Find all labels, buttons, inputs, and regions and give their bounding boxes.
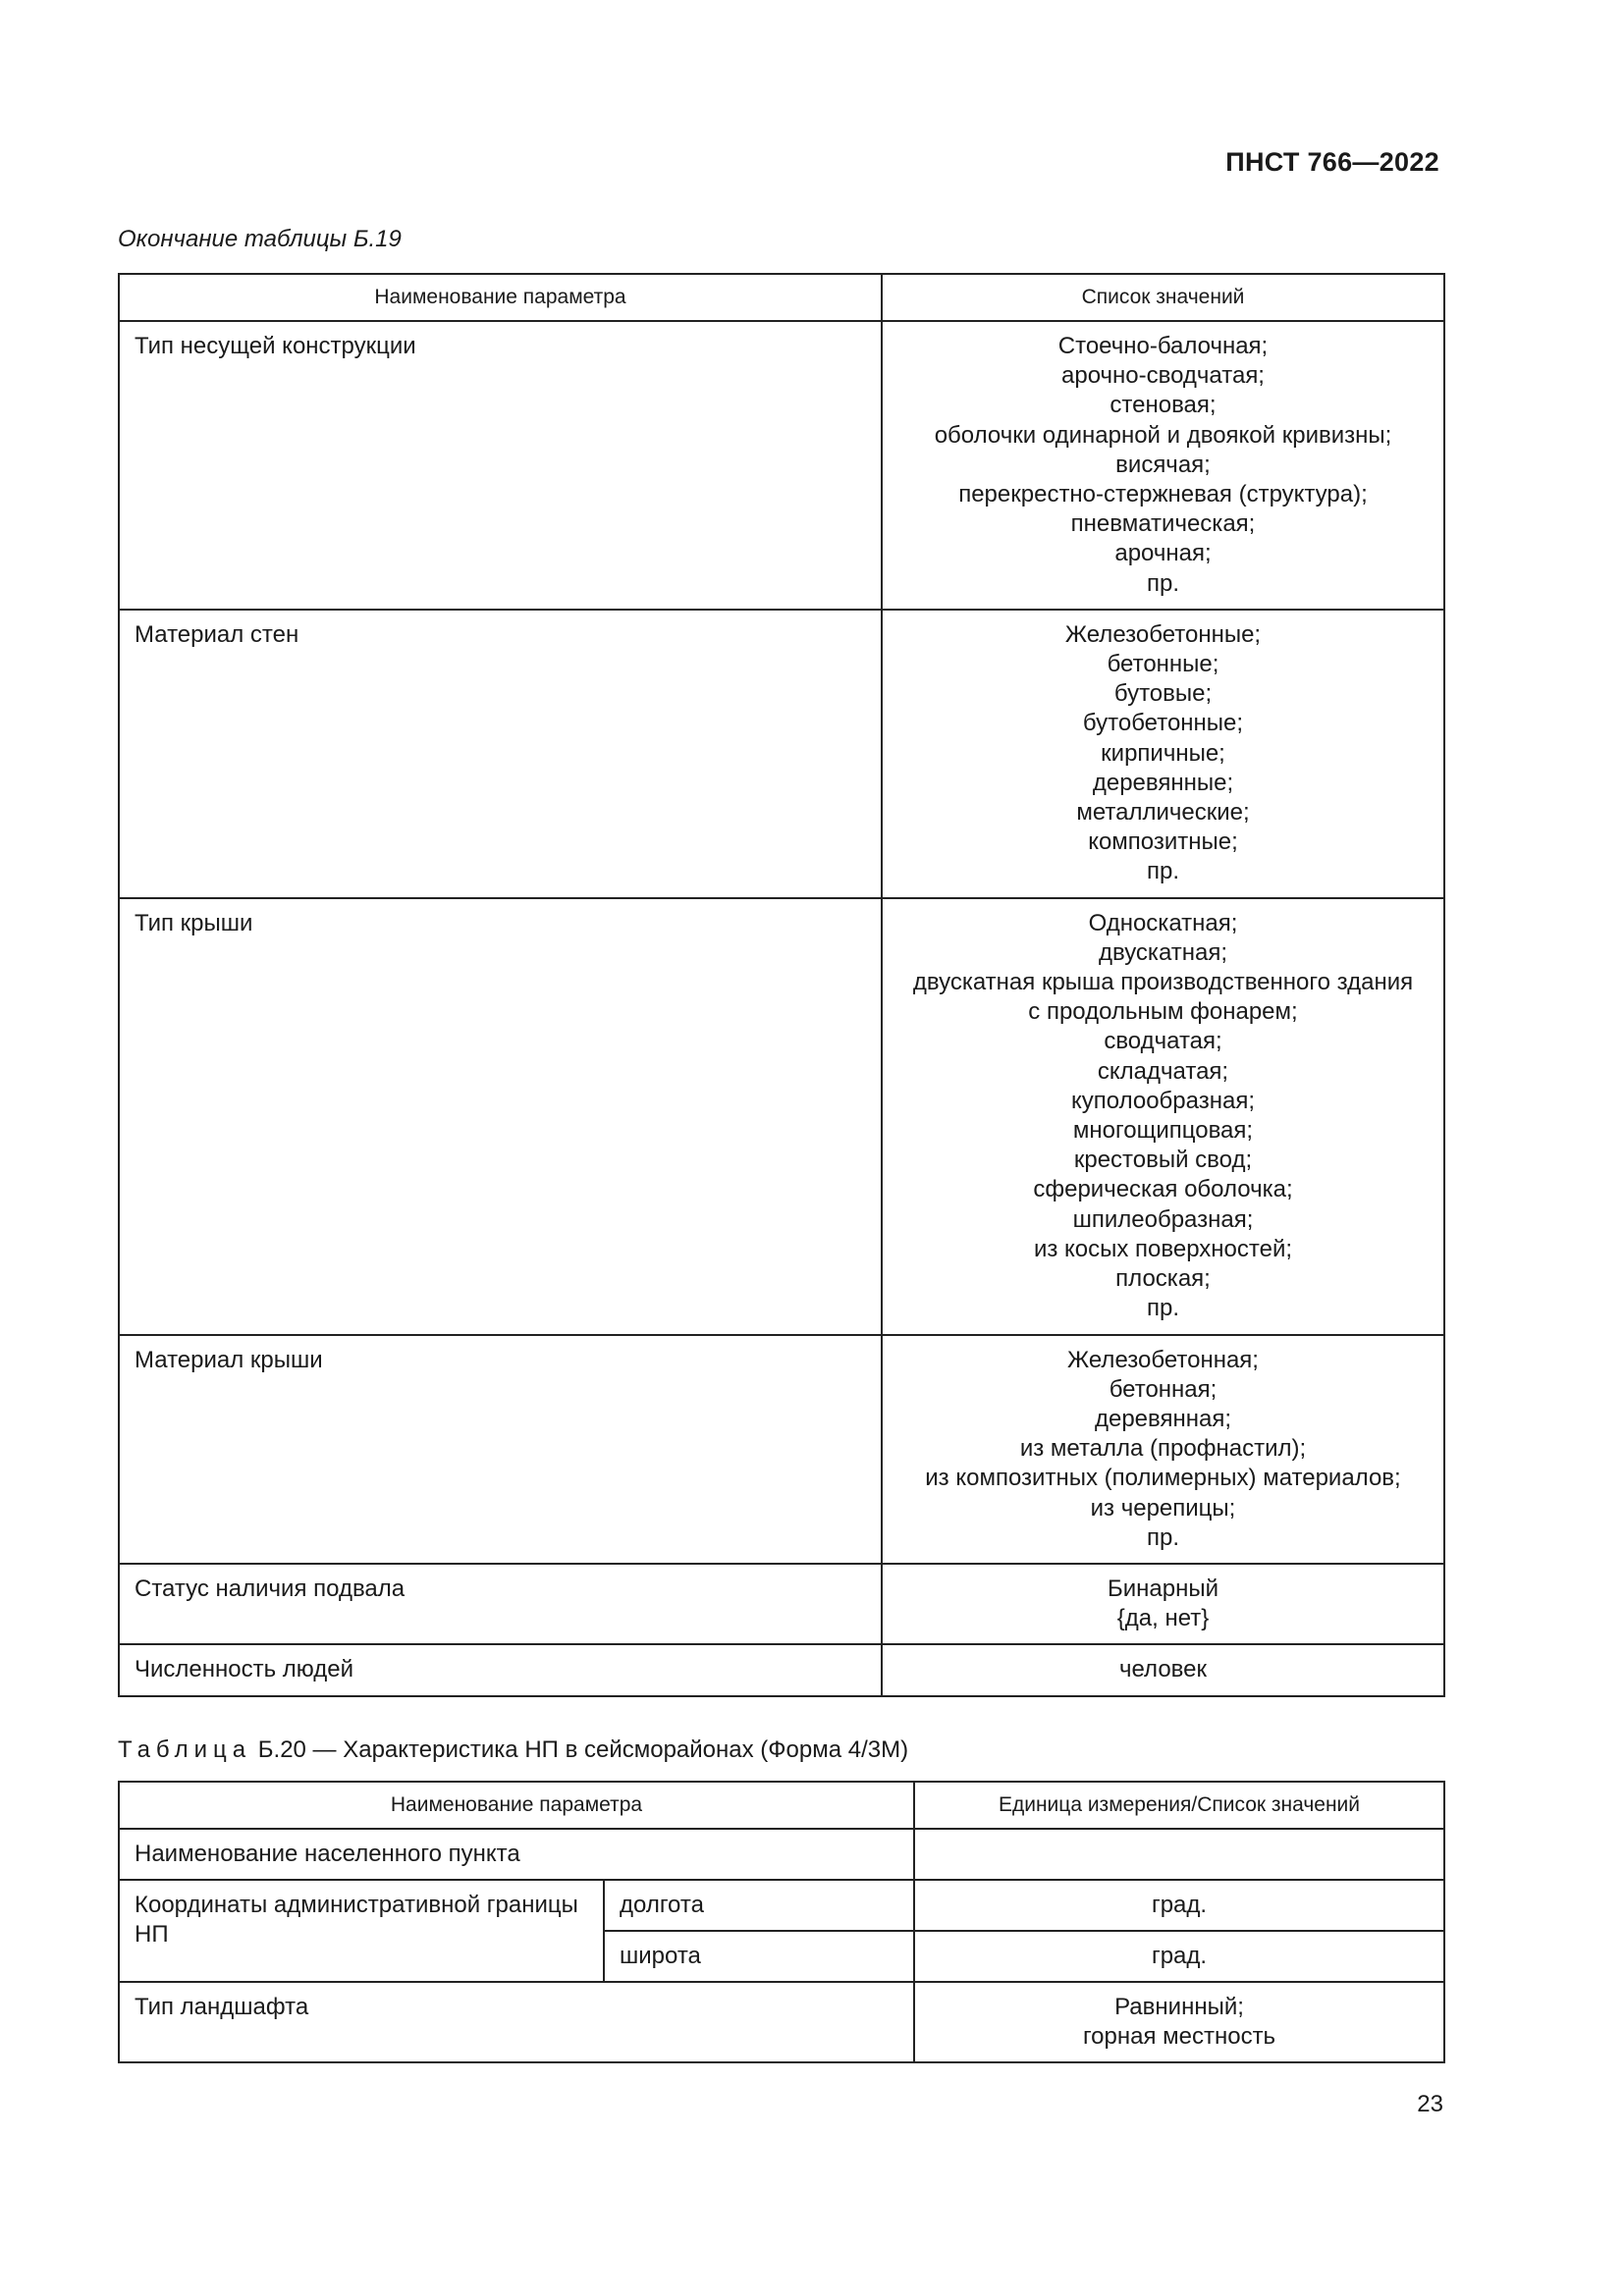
value-item: пр. [1146,569,1179,597]
value-item: перекрестно-стержневая (структура); [958,481,1368,508]
table-row [119,610,1444,898]
table-row [119,1644,1444,1695]
value-item: из косых поверхностей; [1033,1235,1293,1262]
value-item: горная местность [1082,2023,1276,2050]
value-item: стеновая; [1110,392,1217,419]
parameter-name: Статус наличия подвала [119,1564,882,1644]
value-item: сводчатая; [1104,1028,1222,1055]
table-header-row [119,1782,1444,1829]
value-item: из металла (профнастил); [1019,1435,1307,1463]
value-item: бетонные; [1107,651,1219,678]
sub-parameter-name: долгота [604,1880,914,1931]
value-item: арочно-сводчатая; [1061,362,1265,390]
table-caption-title: Б.20 — Характеристика НП в сейсморайонах (Форма 4/3М) [251,1736,909,1763]
table-row [119,1829,1444,1880]
value-list [882,321,1444,610]
value-item: висячая; [1115,451,1211,478]
value-item: Равнинный; [1114,1994,1244,2020]
parameter-name: Тип несущей конструкции [119,321,882,610]
value-item: сферическая оболочка; [1033,1176,1293,1203]
parameter-name: Материал крыши [119,1335,882,1564]
parameter-name: Тип ландшафта [119,1982,914,2062]
value-item: из черепицы; [1090,1494,1236,1522]
value-item: бетонная; [1109,1375,1218,1403]
value-item: человек [1118,1656,1207,1683]
value-item: бутовые; [1113,680,1213,708]
table-row [119,1335,1444,1564]
value-item: Стоечно-балочная; [1057,333,1269,359]
column-header-parameter: Наименование параметра [119,1782,914,1829]
value-item: арочная; [1114,540,1212,567]
value-item: двускатная; [1098,938,1228,966]
table-b19 [118,273,1445,1697]
value-cell: град. [914,1931,1444,1982]
value-item: композитные; [1088,828,1238,856]
column-header-values: Список значений [882,274,1444,321]
value-item: двускатная крыша производственного здания [912,969,1414,996]
value-item: оболочки одинарной и двоякой кривизны; [934,421,1392,449]
parameter-name: Наименование населенного пункта [119,1829,914,1880]
table-row [119,1564,1444,1644]
table-row [119,321,1444,610]
value-item: многощипцовая; [1072,1117,1254,1145]
parameter-name: Координаты административной границы НП [119,1880,604,1982]
value-item: Односкатная; [1088,909,1238,936]
page-number: 23 [1417,2091,1443,2117]
table-b19-caption: Окончание таблицы Б.19 [118,226,402,252]
parameter-name: Материал стен [119,610,882,898]
parameter-name: Численность людей [119,1644,882,1695]
value-item: с продольным фонарем; [1028,998,1298,1026]
value-list [882,1335,1444,1564]
table-row [119,1880,1444,1931]
value-list [882,1564,1444,1644]
table-row [119,898,1444,1335]
table-header-row [119,274,1444,321]
table-b20 [118,1781,1445,2063]
value-item: кирпичные; [1101,739,1225,767]
sub-parameter-name: широта [604,1931,914,1982]
value-list [882,1644,1444,1695]
value-item: из композитных (полимерных) материалов; [925,1465,1401,1492]
value-item: металлические; [1076,799,1250,827]
value-item: плоская; [1115,1265,1211,1293]
table-row [119,1982,1444,2062]
value-item: куполообразная; [1071,1087,1255,1114]
value-item: пр. [1146,1523,1179,1551]
value-item: шпилеобразная; [1072,1205,1254,1233]
value-item: складчатая; [1097,1057,1229,1085]
value-cell: град. [914,1880,1444,1931]
value-cell [914,1829,1444,1880]
value-item: пр. [1146,858,1179,885]
value-item: деревянная; [1094,1405,1232,1432]
value-item: бутобетонные; [1082,710,1244,737]
document-code: ПНСТ 766—2022 [1225,147,1439,177]
parameter-name: Тип крыши [119,898,882,1335]
value-item: Железобетонная; [1067,1346,1259,1373]
value-item: пр. [1146,1295,1179,1322]
value-item: Железобетонные; [1064,620,1262,648]
value-item: {да, нет} [1116,1605,1210,1632]
value-list [882,898,1444,1335]
value-item: деревянные; [1092,769,1234,796]
table-caption-prefix: Таблица [118,1736,252,1763]
column-header-parameter: Наименование параметра [119,274,882,321]
value-list [882,610,1444,898]
value-list [914,1982,1444,2062]
table-b20-caption [118,1736,908,1764]
value-item: пневматическая; [1070,510,1256,538]
column-header-unit-values: Единица измерения/Список значений [914,1782,1444,1829]
value-item: крестовый свод; [1073,1147,1253,1174]
value-item: Бинарный [1107,1575,1218,1602]
